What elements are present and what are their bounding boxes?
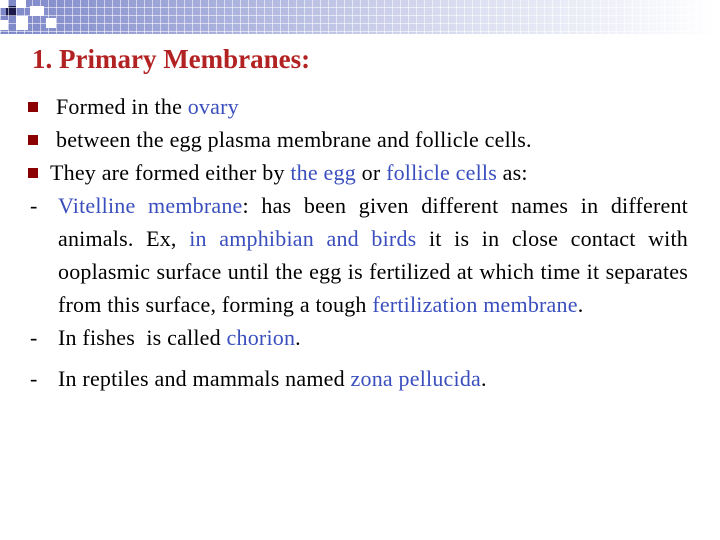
highlight-text: Vitelline membrane bbox=[58, 193, 243, 218]
plain-text: : has been given different names in different animals. Ex, bbox=[58, 193, 688, 251]
plain-text: . bbox=[295, 325, 301, 350]
dash-marker: - bbox=[30, 366, 38, 391]
sub-item-text bbox=[58, 321, 688, 354]
decorative-square bbox=[0, 20, 8, 30]
sub-item bbox=[28, 189, 688, 321]
slide-content bbox=[28, 90, 688, 395]
bullet-item bbox=[28, 90, 688, 123]
highlight-text: in amphibian and birds bbox=[189, 226, 417, 251]
highlight-text: fertilization membrane bbox=[372, 292, 578, 317]
sub-item-text bbox=[58, 362, 688, 395]
decorative-square bbox=[16, 16, 28, 30]
highlight-text: the egg bbox=[290, 160, 356, 185]
dash-marker: - bbox=[30, 193, 38, 218]
decorative-square bbox=[46, 18, 56, 28]
slide-title: 1. Primary Membranes: bbox=[32, 44, 311, 74]
highlight-text: follicle cells bbox=[386, 160, 497, 185]
decorative-square bbox=[30, 6, 44, 16]
square-bullet-icon bbox=[28, 168, 38, 178]
bullet-text: Formed in the bbox=[56, 94, 188, 119]
sub-item bbox=[28, 321, 688, 354]
bullet-text: They are formed either by bbox=[50, 160, 291, 185]
plain-text: In fishes is called bbox=[58, 325, 227, 350]
decorative-square bbox=[0, 0, 8, 8]
decorative-square bbox=[6, 6, 16, 16]
sub-item bbox=[28, 362, 688, 395]
decorative-square bbox=[16, 0, 26, 8]
dash-marker: - bbox=[30, 325, 38, 350]
highlight-text: ovary bbox=[187, 94, 239, 119]
plain-text: In reptiles and mammals named bbox=[58, 366, 351, 391]
bullet-text: between the egg plasma membrane and follicle cells. bbox=[56, 127, 532, 152]
sub-item-text bbox=[58, 189, 688, 321]
bullet-text: as: bbox=[496, 160, 528, 185]
header-decoration-band bbox=[0, 0, 720, 34]
square-bullet-icon bbox=[28, 102, 38, 112]
bullet-item bbox=[28, 123, 688, 156]
plain-text: . bbox=[481, 366, 487, 391]
plain-text: it is in close contact with ooplasmic surface until the egg is fertilized at which time it separates from this surface, forming a tough bbox=[58, 226, 688, 317]
bullet-item bbox=[28, 156, 688, 189]
highlight-text: zona pellucida bbox=[350, 366, 481, 391]
highlight-text: chorion bbox=[226, 325, 296, 350]
plain-text: . bbox=[577, 292, 584, 317]
square-bullet-icon bbox=[28, 135, 38, 145]
bullet-text: or bbox=[355, 160, 387, 185]
